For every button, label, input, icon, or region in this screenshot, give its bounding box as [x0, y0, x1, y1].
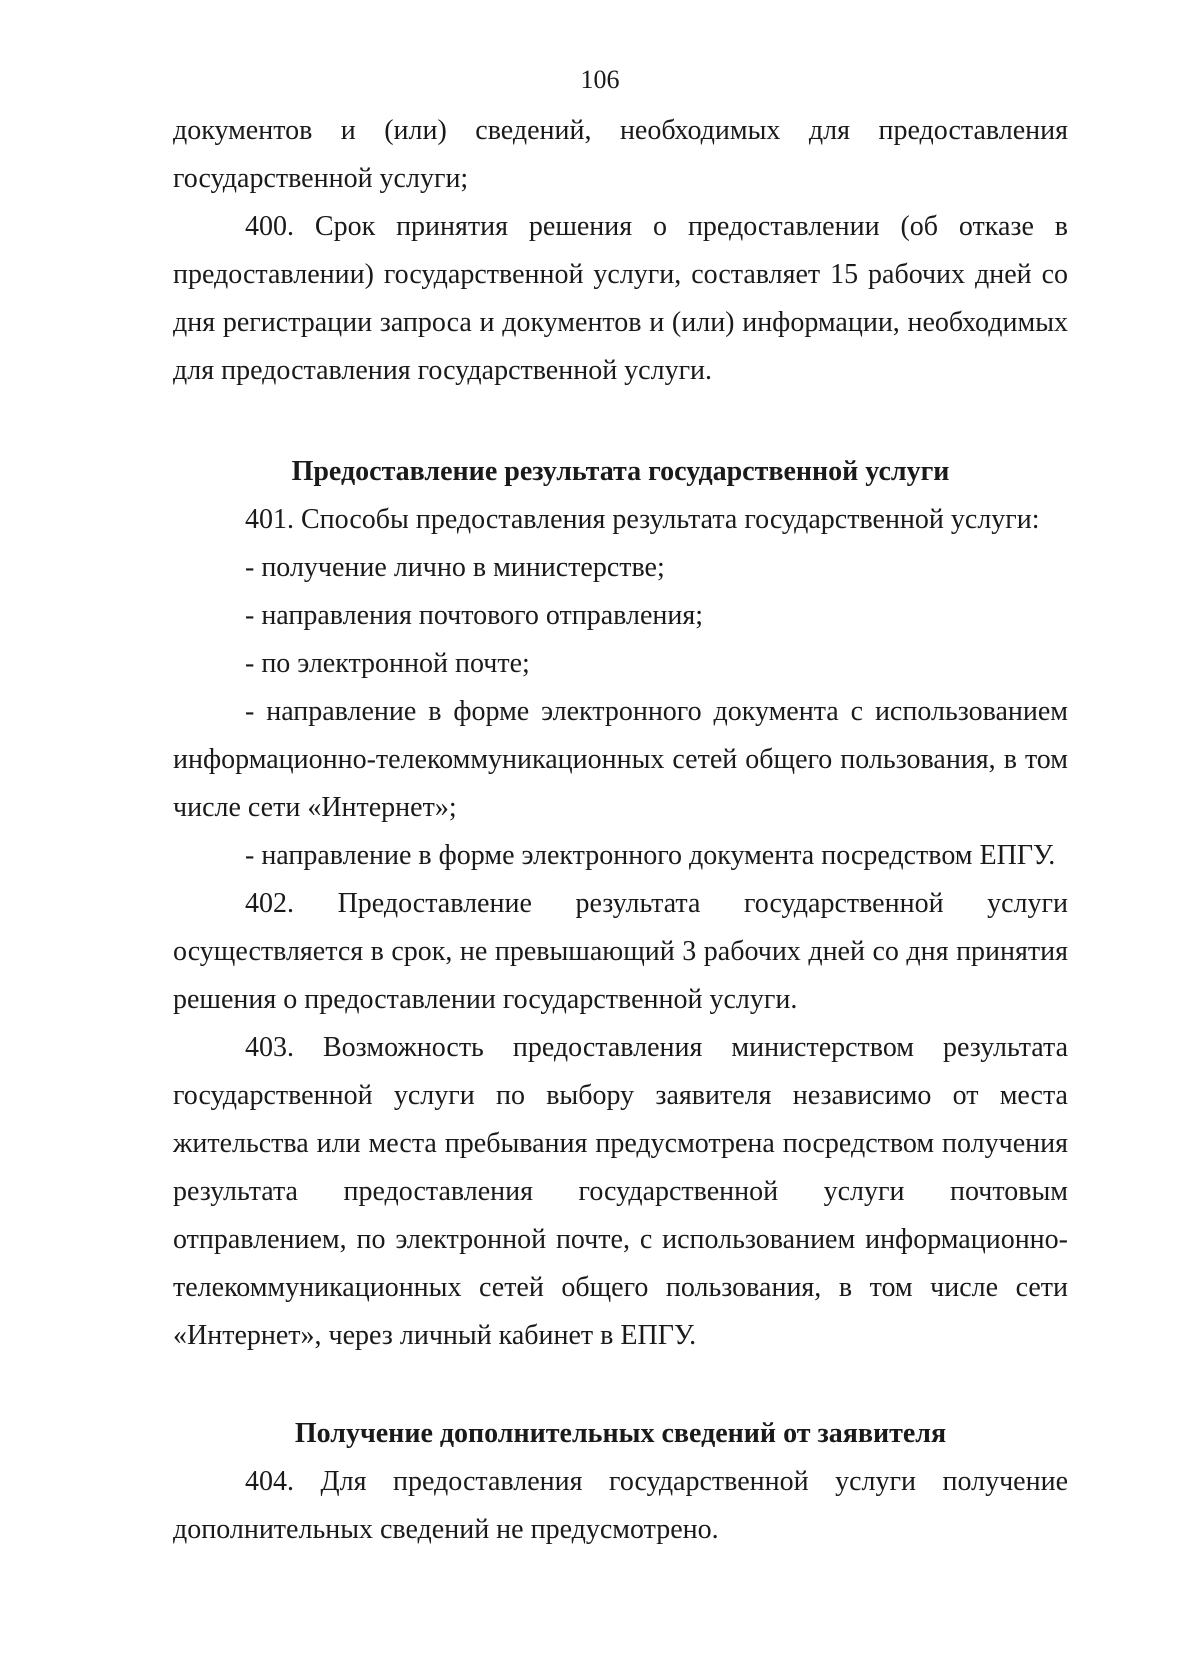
- text-line: результата предоставления государственной услуги почтовым: [173, 1176, 1068, 1207]
- section-heading: Получение дополнительных сведений от заявителя: [294, 1418, 947, 1449]
- paragraph-404: [173, 1458, 1068, 1554]
- text-line: государственной услуги;: [173, 163, 469, 194]
- text-line: документов и (или) сведений, необходимых для предоставления: [173, 115, 1068, 146]
- document-body: [173, 107, 1068, 1554]
- paragraph-401: 401. Способы предоставления результата государственной услуги:: [245, 504, 1040, 535]
- text-line: дня регистрации запроса и документов и (или) информации, необходимых: [173, 307, 1068, 338]
- text-line: «Интернет», через личный кабинет в ЕПГУ.: [173, 1320, 697, 1351]
- text-line: осуществляется в срок, не превышающий 3 рабочих дней со дня принятия: [173, 936, 1068, 967]
- text-line: 402. Предоставление результата государственной услуги: [245, 888, 1068, 919]
- list-item: - по электронной почте;: [245, 648, 530, 679]
- text-line: 400. Срок принятия решения о предоставлении (об отказе в: [245, 211, 1068, 242]
- section-heading: Предоставление результата государственной услуги: [291, 456, 950, 487]
- text-line: телекоммуникационных сетей общего пользования, в том числе сети: [173, 1272, 1068, 1303]
- text-line: 403. Возможность предоставления министерством результата: [245, 1032, 1068, 1063]
- text-line: дополнительных сведений не предусмотрено.: [173, 1514, 719, 1545]
- text-line: отправлением, по электронной почте, с использованием информационно-: [173, 1224, 1068, 1255]
- list-item: - направления почтового отправления;: [245, 600, 704, 631]
- page-number: 106: [580, 65, 620, 94]
- text-line: 404. Для предоставления государственной услуги получение: [245, 1466, 1068, 1497]
- text-line: решения о предоставлении государственной услуги.: [173, 984, 798, 1015]
- paragraph-403: [173, 1024, 1068, 1360]
- text-line: - направление в форме электронного документа с использованием: [245, 696, 1068, 727]
- spacer: [173, 1360, 1068, 1410]
- paragraph-400: [173, 203, 1068, 395]
- list-item: - направление в форме электронного документа посредством ЕПГУ.: [245, 840, 1056, 871]
- text-line: государственной услуги по выбору заявителя независимо от места: [173, 1080, 1068, 1111]
- text-line: числе сети «Интернет»;: [173, 792, 457, 823]
- list-item: - получение лично в министерстве;: [245, 552, 665, 583]
- list-item: [173, 688, 1068, 832]
- spacer: [173, 395, 1068, 448]
- paragraph-402: [173, 880, 1068, 1024]
- paragraph-continuation: [173, 107, 1068, 203]
- text-line: предоставлении) государственной услуги, составляет 15 рабочих дней со: [173, 259, 1068, 290]
- text-line: информационно-телекоммуникационных сетей общего пользования, в том: [173, 744, 1068, 775]
- text-line: для предоставления государственной услуги.: [173, 355, 713, 386]
- text-line: жительства или места пребывания предусмотрена посредством получения: [173, 1128, 1068, 1159]
